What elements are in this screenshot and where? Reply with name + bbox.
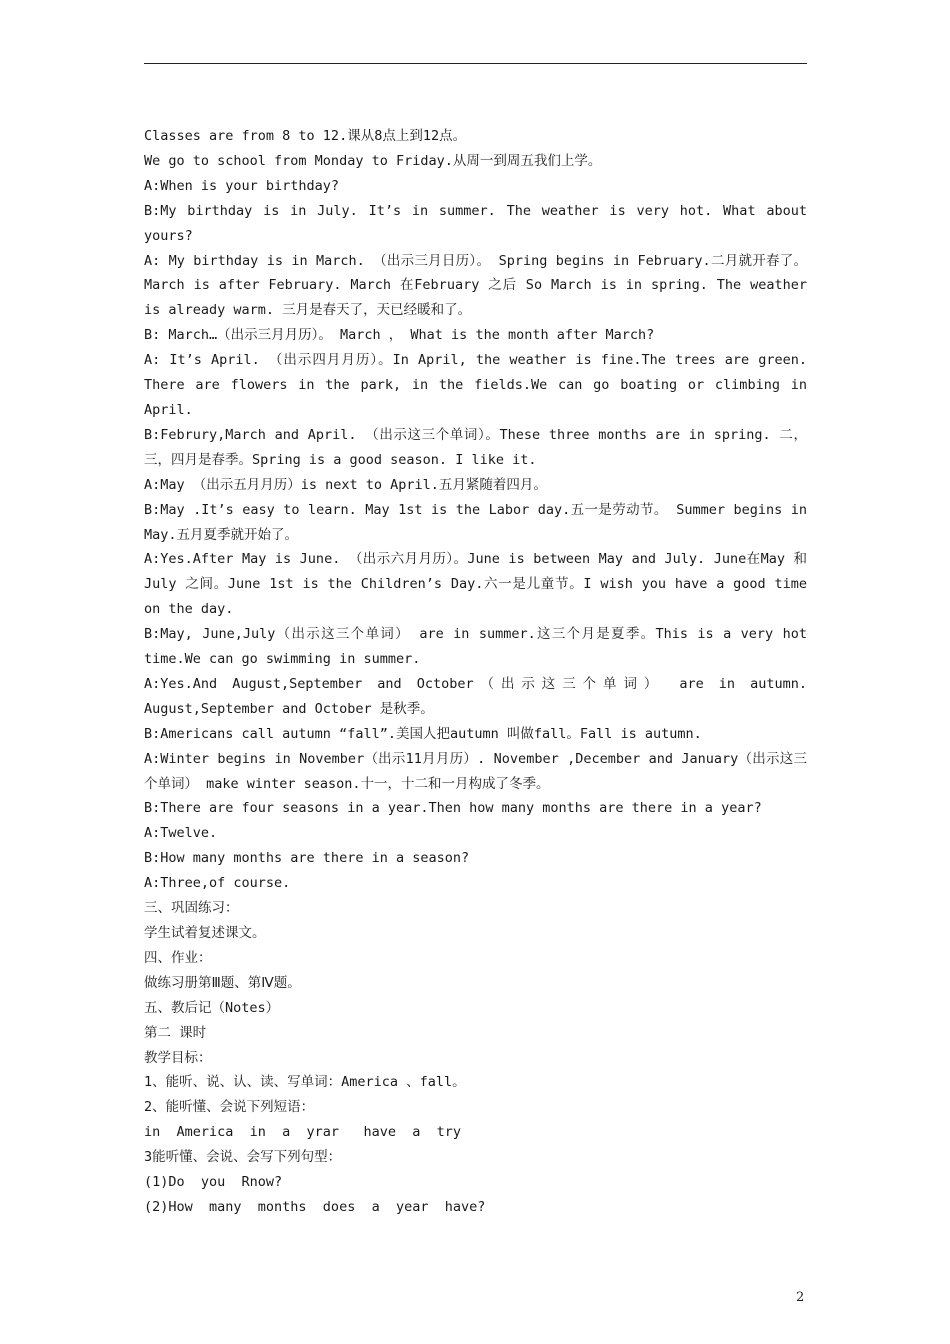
- text-line: 学生试着复述课文。: [144, 925, 266, 941]
- text-paragraph: B:May, June,July（出示这三个单词） are in summer.这三个月是夏季。This is a very hot time.We can go swimming in summer.: [144, 626, 807, 668]
- text-paragraph: B:Februry,March and April. （出示这三个单词）。These three months are in spring. 二，三，四月是春季。Spring is a good season. I like it.: [144, 426, 807, 468]
- text-paragraph: A: It’s April. （出示四月月历）。In April, the weather is fine.The trees are green. There are flowers in the park, in the fields.We can go boating or climbing in April.: [144, 352, 807, 418]
- text-paragraph: A:Yes.After May is June. （出示六月月历）。June is between May and July. June在May 和July 之间。June 1st is the Children’s Day.六一是儿童节。I wish you have a good time on the day.: [144, 551, 807, 618]
- page-number: 2: [796, 1290, 805, 1305]
- section-heading: 教学目标：: [144, 1049, 212, 1066]
- text-line: A:When is your birthday?: [144, 177, 340, 194]
- section-heading: 四、作业：: [144, 949, 212, 966]
- text-line: A:Twelve.: [144, 825, 218, 842]
- text-paragraph: A:Winter begins in November（出示11月月历）. November ,December and January（出示这三个单词） make winter season.十一，十二和一月构成了冬季。: [144, 750, 807, 792]
- text-line: A:Three,of course.: [144, 875, 291, 892]
- document-body: [144, 124, 807, 1220]
- text-line: B:There are four seasons in a year.Then how many months are there in a year?: [144, 800, 762, 817]
- section-heading: 五、教后记（Notes）: [144, 999, 280, 1016]
- text-line: (1)Do you Rnow?: [144, 1174, 283, 1191]
- text-paragraph: A: My birthday is in March. （出示三月日历）。 Spring begins in February.二月就开春了。March is after February. March 在February 之后 So March is in spring. The weather is already warm. 三月是春天了，天已经暖和了。: [144, 252, 807, 319]
- text-paragraph: B:May .It’s easy to learn. May 1st is the Labor day.五一是劳动节。 Summer begins in May.五月夏季就开始了。: [144, 501, 807, 543]
- text-paragraph: A:Yes.And August,September and October（出示这三个单词） are in autumn. August,September and October 是秋季。: [144, 675, 807, 717]
- text-line: 做练习册第Ⅲ题、第Ⅳ题。: [144, 974, 301, 991]
- text-line: in America in a yrar have a try: [144, 1124, 461, 1141]
- text-line: A:May （出示五月月历）is next to April.五月紧随着四月。: [144, 476, 547, 493]
- text-line: 3能听懂、会说、会写下列句型：: [144, 1149, 342, 1166]
- text-line: (2)How many months does a year have?: [144, 1198, 486, 1215]
- header-rule: [144, 63, 807, 64]
- text-line: B:How many months are there in a season?: [144, 850, 470, 867]
- text-line: 2、能听懂、会说下列短语：: [144, 1099, 315, 1116]
- text-line: 1、能听、说、认、读、写单词：America 、fall。: [144, 1074, 466, 1091]
- text-line: We go to school from Monday to Friday.从周一到周五我们上学。: [144, 152, 602, 169]
- section-heading: 三、巩固练习：: [144, 900, 239, 917]
- section-heading: 第二 课时: [144, 1024, 207, 1041]
- text-line: B:Americans call autumn “fall”.美国人把autumn 叫做fall。Fall is autumn.: [144, 725, 702, 742]
- text-line: B: March…（出示三月月历）。 March ， What is the month after March?: [144, 327, 655, 344]
- text-paragraph: B:My birthday is in July. It’s in summer. The weather is very hot. What about yours?: [144, 202, 807, 244]
- text-line: Classes are from 8 to 12.课从8点上到12点。: [144, 128, 467, 144]
